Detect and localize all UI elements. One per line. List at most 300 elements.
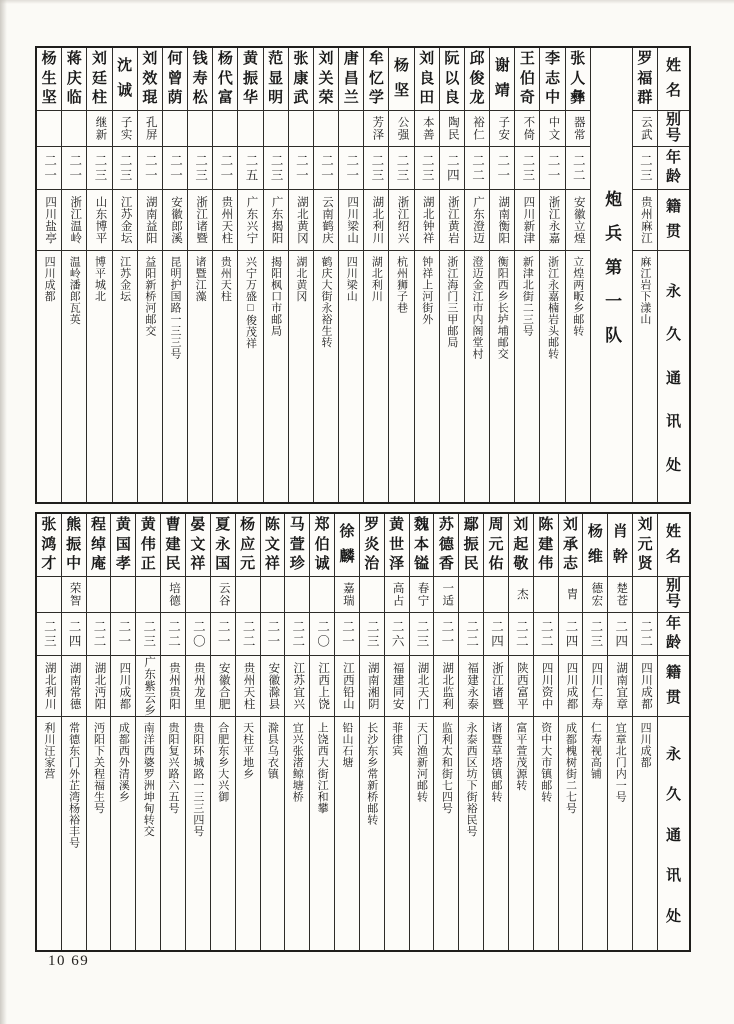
name-cell xyxy=(111,514,135,576)
age-cell xyxy=(364,146,388,189)
age-cell xyxy=(490,146,514,189)
person-alias: 高占 xyxy=(391,582,404,607)
person-column xyxy=(607,514,632,950)
person-name: 刘 良 田 xyxy=(419,51,435,106)
name-cell xyxy=(188,48,212,110)
person-age: 二一 xyxy=(216,619,231,649)
address-cell xyxy=(633,250,657,502)
person-age: 二六 xyxy=(390,619,405,649)
name-cell xyxy=(534,514,558,576)
name-cell xyxy=(186,514,210,576)
age-cell xyxy=(440,146,464,189)
person-column xyxy=(338,48,363,502)
age-cell xyxy=(188,146,212,189)
person-native-place: 安徽合肥 xyxy=(217,662,230,710)
person-age: 二三 xyxy=(395,153,410,183)
section-label: 炮兵第一队 xyxy=(602,190,622,360)
person-column xyxy=(263,48,288,502)
person-address: 利川汪家营 xyxy=(42,722,55,780)
age-cell xyxy=(360,612,384,655)
person-name: 黄 伟 正 xyxy=(140,517,156,572)
header-name-cell xyxy=(658,48,689,110)
address-cell xyxy=(37,250,61,502)
person-age: 二一 xyxy=(319,153,334,183)
age-cell xyxy=(87,146,111,189)
person-name: 刘 元 贤 xyxy=(637,517,653,572)
alias-cell xyxy=(509,576,533,612)
header-column xyxy=(657,48,689,502)
person-column xyxy=(284,514,309,950)
person-column xyxy=(187,48,212,502)
age-cell xyxy=(37,612,61,655)
person-native-place: 广东兴宁 xyxy=(245,196,258,244)
person-name: 周 元 佑 xyxy=(488,517,504,572)
person-name: 刘 效 琨 xyxy=(142,51,158,106)
alias-cell xyxy=(410,576,434,612)
native-place-cell xyxy=(484,655,508,716)
header-alias-label: 别 号 xyxy=(665,577,681,611)
person-address: 南洋西婆罗洲坤甸转交 xyxy=(142,722,155,837)
address-cell xyxy=(360,716,384,950)
person-column xyxy=(508,514,533,950)
person-address: 江苏金坛 xyxy=(118,256,131,302)
native-place-cell xyxy=(385,655,409,716)
person-address: 天柱平地乡 xyxy=(241,722,254,780)
native-place-cell xyxy=(188,189,212,250)
person-age: 二三 xyxy=(638,153,653,183)
age-cell xyxy=(136,612,160,655)
person-name: 刘 起 敬 xyxy=(513,517,529,572)
person-age: 二〇 xyxy=(191,619,206,649)
scan-top-edge-shadow xyxy=(0,0,734,4)
header-age-cell xyxy=(658,146,689,189)
person-name: 杨 坚 xyxy=(394,57,410,100)
person-name: 刘 关 荣 xyxy=(318,51,334,106)
address-cell xyxy=(37,716,61,950)
person-name: 何 曾 荫 xyxy=(167,51,183,106)
alias-cell xyxy=(264,110,288,146)
person-alias: 德宏 xyxy=(590,582,603,607)
alias-cell xyxy=(138,110,162,146)
person-column xyxy=(558,514,583,950)
person-age: 二一 xyxy=(67,153,82,183)
section-divider-column xyxy=(590,48,632,502)
name-cell xyxy=(37,48,61,110)
person-address: 富平萱茂源转 xyxy=(514,722,527,791)
page-number: 10 69 xyxy=(48,953,90,969)
age-cell xyxy=(236,612,260,655)
person-address: 宜章北门内一号 xyxy=(614,722,627,803)
person-name: 苏 德 香 xyxy=(438,517,454,572)
person-alias: 子安 xyxy=(497,116,510,141)
person-age: 二三 xyxy=(365,619,380,649)
person-age: 二二 xyxy=(92,619,107,649)
person-native-place: 云南鹤庆 xyxy=(321,196,333,244)
person-name: 张 人 彝 xyxy=(570,51,586,106)
age-cell xyxy=(111,612,135,655)
person-alias: 嘉瑞 xyxy=(341,582,354,607)
alias-cell xyxy=(213,110,237,146)
alias-cell xyxy=(238,110,262,146)
name-cell xyxy=(264,48,288,110)
person-column xyxy=(137,48,162,502)
person-native-place: 贵州天柱 xyxy=(242,662,255,710)
person-age: 二二 xyxy=(571,153,586,183)
person-age: 二一 xyxy=(344,153,359,183)
person-native-place: 四川梁山 xyxy=(346,196,359,244)
name-cell xyxy=(87,514,111,576)
person-age: 二三 xyxy=(269,153,284,183)
person-column xyxy=(110,514,135,950)
address-cell xyxy=(389,250,413,502)
header-native-label: 籍 贯 xyxy=(665,199,681,240)
age-cell xyxy=(559,612,583,655)
person-column xyxy=(632,514,657,950)
person-address: 贵阳复兴路六五号 xyxy=(167,722,180,814)
alias-cell xyxy=(37,110,61,146)
alias-cell xyxy=(236,576,260,612)
person-age: 二一 xyxy=(265,619,280,649)
native-place-cell xyxy=(236,655,260,716)
native-place-cell xyxy=(335,655,359,716)
age-cell xyxy=(314,146,338,189)
person-address: 天门渔新河邮转 xyxy=(415,722,428,803)
age-cell xyxy=(515,146,539,189)
age-cell xyxy=(415,146,439,189)
person-native-place: 四川新津 xyxy=(522,196,535,244)
native-place-cell xyxy=(163,189,187,250)
native-place-cell xyxy=(515,189,539,250)
age-cell xyxy=(540,146,564,189)
header-name-cell xyxy=(658,514,689,576)
person-address: 立煌两畈乡邮转 xyxy=(571,256,584,337)
person-native-place: 福建同安 xyxy=(391,662,404,710)
address-cell xyxy=(385,716,409,950)
person-address: 常德东门外芷湾杨裕丰号 xyxy=(67,722,80,849)
age-cell xyxy=(484,612,508,655)
person-column xyxy=(388,48,413,502)
alias-cell xyxy=(211,576,235,612)
alias-cell xyxy=(37,576,61,612)
person-native-place: 广东澄迈 xyxy=(472,196,485,244)
person-alias: 春宁 xyxy=(416,582,429,607)
age-cell xyxy=(385,612,409,655)
person-column xyxy=(363,48,388,502)
person-address: 湖北黄冈 xyxy=(294,256,307,302)
alias-cell xyxy=(62,110,86,146)
age-cell xyxy=(633,146,657,189)
person-age: 二二 xyxy=(514,619,529,649)
person-native-place: 浙江绍兴 xyxy=(396,196,409,244)
person-age: 二二 xyxy=(539,619,554,649)
native-place-cell xyxy=(465,189,489,250)
person-name: 杨 代 富 xyxy=(217,51,233,106)
person-age: 二二 xyxy=(638,619,653,649)
header-address-label: 永 久 通 讯 处 xyxy=(665,283,681,474)
person-column xyxy=(433,514,458,950)
name-cell xyxy=(515,48,539,110)
alias-cell xyxy=(186,576,210,612)
header-native-cell xyxy=(658,189,689,250)
name-cell xyxy=(236,514,260,576)
age-cell xyxy=(213,146,237,189)
native-place-cell xyxy=(261,655,285,716)
person-name: 王 伯 奇 xyxy=(519,51,535,106)
name-cell xyxy=(62,48,86,110)
address-cell xyxy=(238,250,262,502)
person-native-place: 浙江永嘉 xyxy=(547,196,560,244)
address-cell xyxy=(289,250,313,502)
name-cell xyxy=(161,514,185,576)
alias-cell xyxy=(583,576,607,612)
person-name: 邱 俊 龙 xyxy=(469,51,485,106)
person-age: 二一 xyxy=(495,153,510,183)
name-cell xyxy=(163,48,187,110)
person-column xyxy=(235,514,260,950)
person-age: 二一 xyxy=(168,153,183,183)
person-native-place: 江西上饶 xyxy=(317,662,330,710)
person-name: 魏 本 镒 xyxy=(413,517,429,572)
person-name: 蒋 庆 临 xyxy=(66,51,82,106)
person-address: 成都槐树街二七号 xyxy=(564,722,577,814)
person-native-place: 浙江黄岩 xyxy=(446,196,459,244)
name-cell xyxy=(136,514,160,576)
age-cell xyxy=(238,146,262,189)
address-cell xyxy=(459,716,483,950)
person-column xyxy=(135,514,160,950)
person-name: 曹 建 民 xyxy=(165,517,181,572)
address-cell xyxy=(633,716,657,950)
alias-cell xyxy=(465,110,489,146)
person-native-place: 江苏宜兴 xyxy=(292,662,305,710)
person-name: 沈 诚 xyxy=(117,57,133,100)
alias-cell xyxy=(534,576,558,612)
person-native-place: 山东博平 xyxy=(94,196,107,244)
person-column xyxy=(210,514,235,950)
alias-cell xyxy=(633,576,657,612)
person-column xyxy=(334,514,359,950)
person-name: 黄 国 孝 xyxy=(115,517,131,572)
person-address: 钟祥上河街外 xyxy=(420,256,433,325)
age-cell xyxy=(285,612,309,655)
person-name: 郑 伯 诚 xyxy=(314,517,330,572)
address-cell xyxy=(440,250,464,502)
address-cell xyxy=(534,716,558,950)
person-alias: 芳泽 xyxy=(371,116,384,141)
age-cell xyxy=(264,146,288,189)
person-column xyxy=(409,514,434,950)
native-place-cell xyxy=(440,189,464,250)
address-cell xyxy=(188,250,212,502)
person-name: 夏 永 国 xyxy=(215,517,231,572)
alias-cell xyxy=(559,576,583,612)
alias-cell xyxy=(285,576,309,612)
person-column xyxy=(458,514,483,950)
person-column xyxy=(61,514,86,950)
person-age: 二四 xyxy=(613,619,628,649)
person-native-place: 贵州天柱 xyxy=(220,196,233,244)
native-place-cell xyxy=(459,655,483,716)
person-address: 永泰西区坊下街裕民号 xyxy=(465,722,478,837)
name-cell xyxy=(62,514,86,576)
address-cell xyxy=(490,250,514,502)
alias-cell xyxy=(440,110,464,146)
person-address: 四川成都 xyxy=(43,256,56,302)
person-age: 二三 xyxy=(369,153,384,183)
person-name: 晏 文 祥 xyxy=(190,517,206,572)
native-place-cell xyxy=(633,655,657,716)
person-age: 二一 xyxy=(294,153,309,183)
person-address: 诸暨江藻 xyxy=(194,256,207,302)
person-column xyxy=(61,48,86,502)
person-address: 浙江海门三甲邮局 xyxy=(445,256,458,348)
alias-cell xyxy=(339,110,363,146)
person-column xyxy=(86,514,111,950)
person-native-place: 广东揭阳 xyxy=(270,196,283,244)
person-native-place: 湖北天门 xyxy=(416,662,429,710)
alias-cell xyxy=(360,576,384,612)
person-alias: 器常 xyxy=(572,116,585,141)
alias-cell xyxy=(415,110,439,146)
person-native-place: 湖北监利 xyxy=(441,662,454,710)
person-name: 陈 文 祥 xyxy=(264,517,280,572)
person-column xyxy=(489,48,514,502)
person-native-place: 湖北钟祥 xyxy=(421,196,434,244)
alias-cell xyxy=(484,576,508,612)
name-cell xyxy=(310,514,334,576)
person-alias: 继新 xyxy=(94,116,107,141)
person-age: 二一 xyxy=(546,153,561,183)
alias-cell xyxy=(633,110,657,146)
age-cell xyxy=(534,612,558,655)
age-cell xyxy=(509,612,533,655)
person-address: 铅山石塘 xyxy=(340,722,353,768)
native-place-cell xyxy=(410,655,434,716)
address-cell xyxy=(285,716,309,950)
person-native-place: 江苏金坛 xyxy=(119,196,132,244)
native-place-cell xyxy=(364,189,388,250)
age-cell xyxy=(289,146,313,189)
address-cell xyxy=(236,716,260,950)
person-address: 鹤庆大街永裕生转 xyxy=(320,256,333,348)
name-cell xyxy=(389,48,413,110)
native-place-cell xyxy=(62,655,86,716)
name-cell xyxy=(314,48,338,110)
header-column xyxy=(657,514,689,950)
person-age: 二三 xyxy=(92,153,107,183)
person-native-place: 四川成都 xyxy=(640,662,653,710)
native-place-cell xyxy=(87,655,111,716)
person-alias: 荣智 xyxy=(68,582,81,607)
person-address: 贵阳环城路一三三四号 xyxy=(191,722,204,837)
person-column xyxy=(414,48,439,502)
alias-cell xyxy=(87,110,111,146)
name-cell xyxy=(484,514,508,576)
person-name: 熊 振 中 xyxy=(66,517,82,572)
native-place-cell xyxy=(490,189,514,250)
age-cell xyxy=(465,146,489,189)
name-cell xyxy=(410,514,434,576)
person-native-place: 浙江温岭 xyxy=(69,196,82,244)
alias-cell xyxy=(289,110,313,146)
alias-cell xyxy=(62,576,86,612)
address-cell xyxy=(261,716,285,950)
person-native-place: 浙江诸暨 xyxy=(490,662,503,710)
person-name: 罗 炎 治 xyxy=(364,517,380,572)
alias-cell xyxy=(434,576,458,612)
address-cell xyxy=(566,250,590,502)
native-place-cell xyxy=(285,655,309,716)
native-place-cell xyxy=(540,189,564,250)
header-address-cell xyxy=(658,250,689,502)
age-cell xyxy=(633,612,657,655)
person-address: 新津北街二三号 xyxy=(521,256,534,337)
header-native-cell xyxy=(658,655,689,716)
name-cell xyxy=(364,48,388,110)
person-age: 二一 xyxy=(143,153,158,183)
person-alias: 子实 xyxy=(119,116,132,141)
address-cell xyxy=(111,716,135,950)
person-age: 二三 xyxy=(420,153,435,183)
person-column xyxy=(288,48,313,502)
address-cell xyxy=(186,716,210,950)
person-alias: 一适 xyxy=(441,582,454,607)
header-native-label: 籍 贯 xyxy=(665,665,681,706)
native-place-cell xyxy=(289,189,313,250)
name-cell xyxy=(289,48,313,110)
person-name: 马 萱 珍 xyxy=(289,517,305,572)
person-address: 兴宁万盛□俊茂祥 xyxy=(244,256,257,349)
age-cell xyxy=(410,612,434,655)
person-name: 杨 生 坚 xyxy=(41,51,57,106)
person-name: 牟 忆 学 xyxy=(368,51,384,106)
name-cell xyxy=(360,514,384,576)
person-native-place: 安徽立煌 xyxy=(572,196,585,244)
address-cell xyxy=(509,716,533,950)
person-alias: 胄 xyxy=(565,588,578,601)
age-cell xyxy=(138,146,162,189)
name-cell xyxy=(459,514,483,576)
person-age: 二三 xyxy=(193,153,208,183)
person-address: 杭州狮子巷 xyxy=(395,256,408,314)
alias-cell xyxy=(136,576,160,612)
person-name: 范 显 明 xyxy=(268,51,284,106)
scan-left-edge-shadow xyxy=(0,0,7,1024)
person-column xyxy=(112,48,137,502)
name-cell xyxy=(238,48,262,110)
person-address: 浙江永嘉楠岩头邮转 xyxy=(546,256,559,360)
age-cell xyxy=(87,612,111,655)
person-address: 四川梁山 xyxy=(345,256,358,302)
name-cell xyxy=(335,514,359,576)
person-age: 二四 xyxy=(564,619,579,649)
native-place-cell xyxy=(310,655,334,716)
address-cell xyxy=(136,716,160,950)
native-place-cell xyxy=(583,655,607,716)
person-address: 益阳新桥河邮交 xyxy=(143,256,156,337)
header-name-label: 姓 名 xyxy=(665,523,681,566)
age-cell xyxy=(389,146,413,189)
header-age-label: 年 龄 xyxy=(665,616,681,651)
address-cell xyxy=(434,716,458,950)
person-alias: 孔屏 xyxy=(144,116,157,141)
person-alias: 本善 xyxy=(421,116,434,141)
age-cell xyxy=(37,146,61,189)
age-cell xyxy=(434,612,458,655)
person-column xyxy=(514,48,539,502)
name-cell xyxy=(415,48,439,110)
person-native-place: 四川资中 xyxy=(540,662,553,710)
